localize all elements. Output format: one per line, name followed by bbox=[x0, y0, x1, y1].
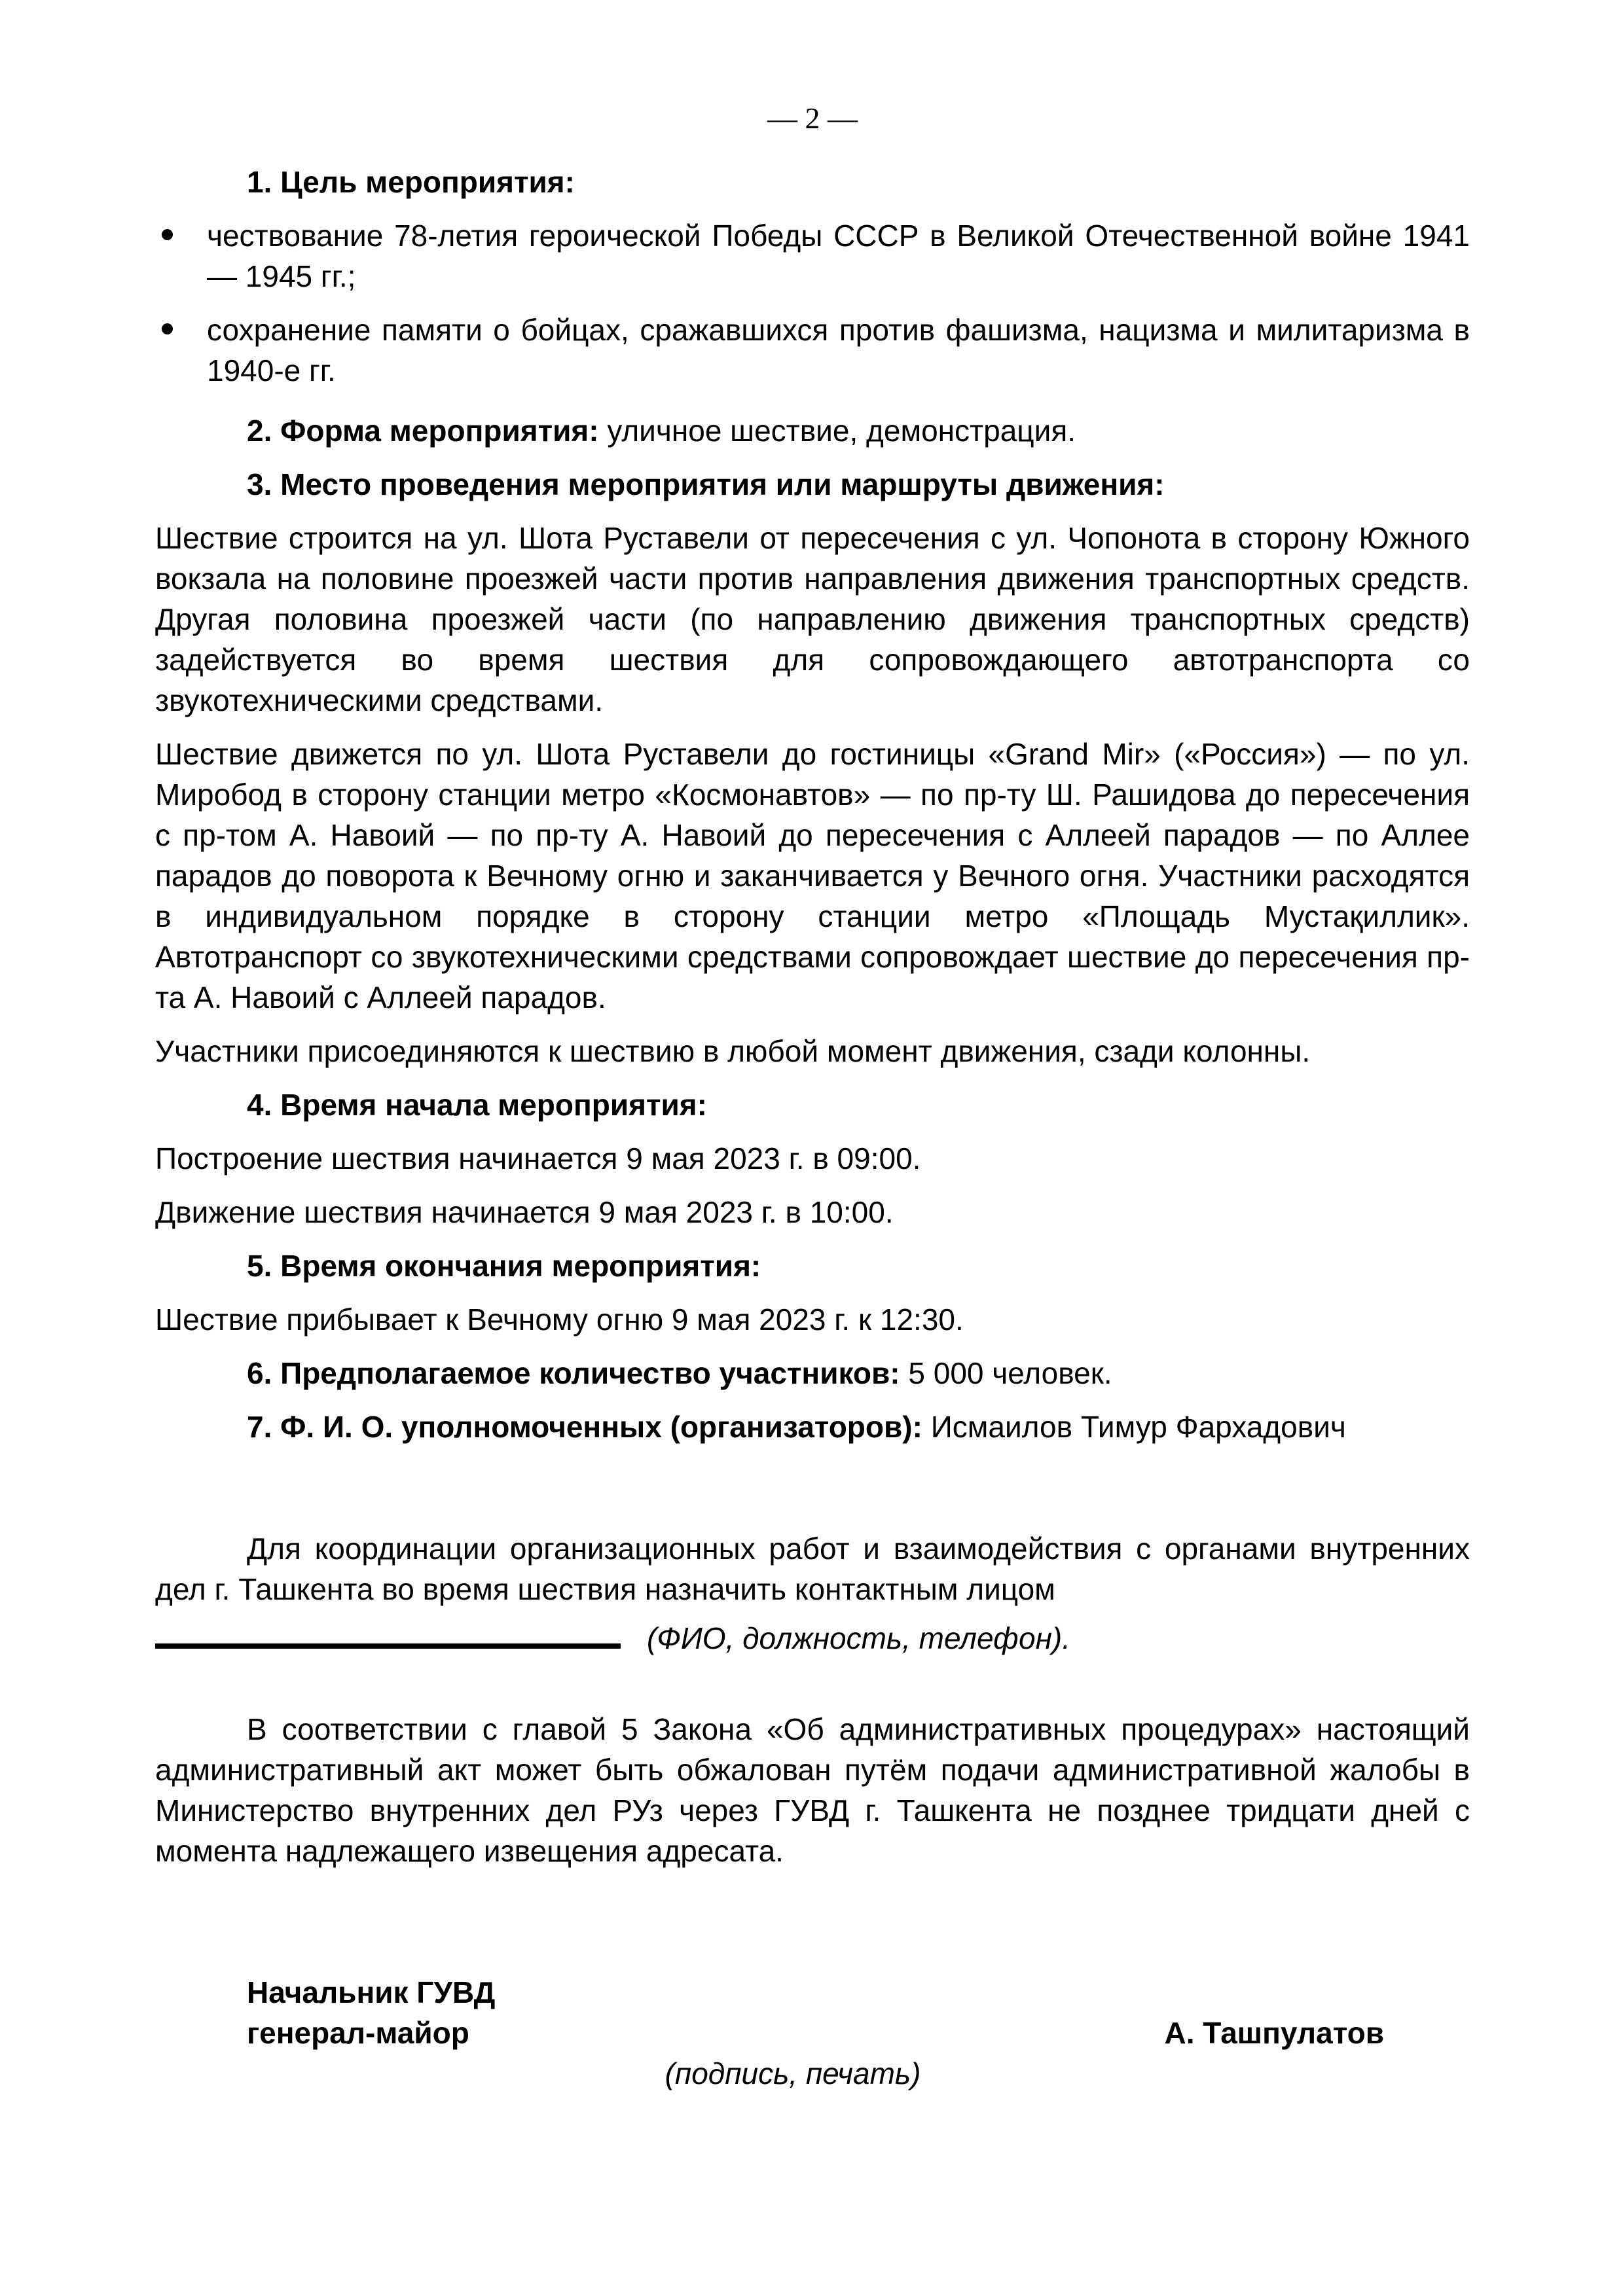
section-6-text: 5 000 человек. bbox=[908, 1356, 1112, 1390]
signature-position-1: Начальник ГУВД bbox=[247, 1975, 496, 2009]
section-2-line bbox=[155, 410, 1470, 451]
section-2-text: уличное шествие, демонстрация. bbox=[607, 414, 1076, 448]
goal-bullet-1: чествование 78-летия героической Победы СССР в Великой Отечественной войне 1941 — 1945 гг.; bbox=[207, 215, 1470, 296]
contact-note: (ФИО, должность, телефон). bbox=[647, 1621, 1071, 1655]
section-6-line bbox=[155, 1353, 1470, 1393]
section-5-heading: 5. Время окончания мероприятия: bbox=[247, 1249, 761, 1283]
contact-blank-line bbox=[155, 1609, 621, 1649]
signature-name: А. Ташпулатов bbox=[1164, 2016, 1384, 2050]
signature-position-2: генерал-майор bbox=[247, 2016, 469, 2050]
section-1-heading: 1. Цель мероприятия: bbox=[247, 165, 575, 199]
section-2-label: 2. Форма мероприятия: bbox=[247, 414, 599, 448]
end-time-paragraph: Шествие прибывает к Вечному огню 9 мая 2023 г. к 12:30. bbox=[155, 1302, 964, 1336]
section-7-text: Исмаилов Тимур Фархадович bbox=[930, 1410, 1346, 1444]
contact-blank-row bbox=[155, 1609, 1470, 1659]
goal-bullet-2: сохранение памяти о бойцах, сражавшихся против фашизма, нацизма и милитаризма в 1940-е гг. bbox=[207, 310, 1470, 391]
signature-row-2 bbox=[155, 2013, 1470, 2053]
goal-bullet-list bbox=[155, 215, 1470, 391]
section-4-heading: 4. Время начала мероприятия: bbox=[247, 1088, 707, 1122]
signature-block bbox=[155, 1972, 1470, 2094]
section-7-label: 7. Ф. И. О. уполномоченных (организаторов): bbox=[247, 1410, 922, 1444]
signature-row-1 bbox=[155, 1972, 1470, 2013]
appeal-paragraph: В соответствии с главой 5 Закона «Об административных процедурах» настоящий административный акт может быть обжалован путём подачи административной жалобы в Министерство внутренних дел РУз через ГУВД г. Ташкента не позднее тридцати дней с момента надлежащего извещения адресата. bbox=[155, 1712, 1470, 1868]
section-3-heading: 3. Место проведения мероприятия или маршруты движения: bbox=[247, 467, 1165, 501]
contact-paragraph: Для координации организационных работ и взаимодействия с органами внутренних дел г. Ташкента во время шествия назначить контактным лицом bbox=[155, 1532, 1470, 1606]
start-time-paragraph-1: Построение шествия начинается 9 мая 2023 г. в 09:00. bbox=[155, 1141, 921, 1175]
section-6-label: 6. Предполагаемое количество участников: bbox=[247, 1356, 900, 1390]
route-paragraph-3: Участники присоединяются к шествию в любой момент движения, сзади колонны. bbox=[155, 1034, 1311, 1068]
start-time-paragraph-2: Движение шествия начинается 9 мая 2023 г. в 10:00. bbox=[155, 1195, 894, 1229]
page-number: — 2 — bbox=[767, 101, 858, 135]
route-paragraph-1: Шествие строится на ул. Шота Руставели от пересечения с ул. Чопонота в сторону Южного вокзала на половине проезжей части против направления движения транспортных средств. Другая половина проезжей части (по направлению движения транспортных средств) задействуется во время шествия для сопровождающего автотранспорта со звукотехническими средствами. bbox=[155, 521, 1470, 717]
signature-note: (подпись, печать) bbox=[665, 2056, 921, 2090]
route-paragraph-2: Шествие движется по ул. Шота Руставели до гостиницы «Grand Mir» («Россия») — по ул. Миробод в сторону станции метро «Космонавтов» — по пр-ту Ш. Рашидова до пересечения с пр-том А. Навоий — по пр-ту А. Навоий до пересечения с Аллеей парадов — по Аллее парадов до поворота к Вечному огню и заканчивается у Вечного огня. Участники расходятся в индивидуальном порядке в сторону станции метро «Площадь Мустақиллик». Автотранспорт со звукотехническими средствами сопровождает шествие до пересечения пр-та А. Навоий с Аллеей парадов. bbox=[155, 737, 1470, 1014]
section-7-line bbox=[155, 1407, 1470, 1447]
